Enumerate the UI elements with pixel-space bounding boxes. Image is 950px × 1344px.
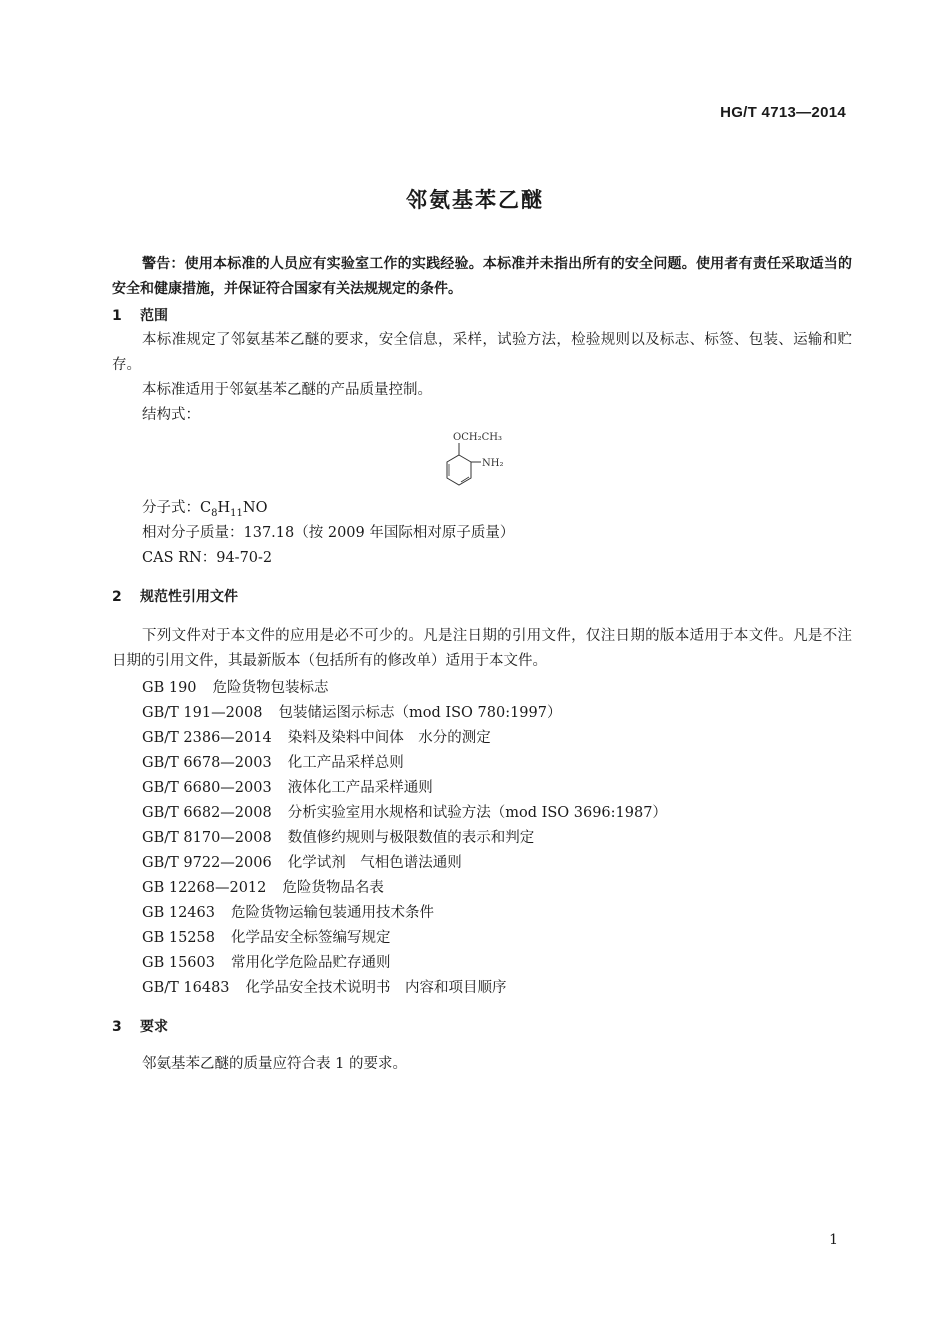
reference-code: GB/T 2386—2014 [142, 730, 272, 746]
formula-label: 分子式： [142, 500, 200, 516]
reference-item [142, 901, 434, 922]
reference-code: GB 12268—2012 [142, 880, 267, 896]
reference-title: 化学试剂 气相色谱法通则 [287, 855, 462, 871]
reference-item [142, 776, 433, 797]
reference-item [142, 926, 390, 947]
reference-title: 包装储运图示标志（mod ISO 780:1997） [278, 705, 562, 721]
reference-item [142, 726, 491, 747]
reference-title: 染料及染料中间体 水分的测定 [287, 730, 491, 746]
requirements-paragraph: 邻氨基苯乙醚的质量应符合表 1 的要求。 [142, 1056, 407, 1072]
section-number: 2 [112, 589, 122, 605]
reference-item [142, 801, 667, 822]
reference-title: 危险货物品名表 [282, 880, 384, 896]
section-title: 规范性引用文件 [140, 589, 238, 605]
reference-title: 数值修约规则与极限数值的表示和判定 [287, 830, 535, 846]
reference-code: GB/T 8170—2008 [142, 830, 272, 846]
reference-item [142, 976, 507, 997]
molecular-mass: 相对分子质量：137.18（按 2009 年国际相对原子质量） [142, 525, 515, 541]
reference-item [142, 851, 462, 872]
references-intro: 下列文件对于本文件的应用是必不可少的。凡是注日期的引用文件，仅注日期的版本适用于本文件。凡是不注日期的引用文件，其最新版本（包括所有的修改单）适用于本文件。 [112, 628, 852, 669]
scope-applicability: 本标准适用于邻氨基苯乙醚的产品质量控制。 [142, 382, 432, 398]
formula-h: H [217, 500, 231, 516]
reference-code: GB 15258 [142, 930, 215, 946]
reference-title: 液体化工产品采样通则 [287, 780, 433, 796]
reference-code: GB 12463 [142, 905, 215, 921]
section-title: 范围 [140, 308, 168, 324]
reference-code: GB/T 191—2008 [142, 705, 263, 721]
reference-title: 危险货物包装标志 [212, 680, 329, 696]
reference-title: 常用化学危险品贮存通则 [230, 955, 391, 971]
reference-item [142, 876, 384, 897]
warning-paragraph: 警告：使用本标准的人员应有实验室工作的实践经验。本标准并未指出所有的安全问题。使用者有责任采取适当的安全和健康措施，并保证符合国家有关法规规定的条件。 [112, 256, 852, 297]
reference-item [142, 951, 390, 972]
reference-title: 化学品安全标签编写规定 [230, 930, 391, 946]
structure-label: 结构式： [142, 407, 200, 423]
reference-item [142, 826, 534, 847]
reference-item [142, 701, 561, 722]
reference-code: GB/T 6682—2008 [142, 805, 272, 821]
reference-code: GB/T 6678—2003 [142, 755, 272, 771]
reference-code: GB 15603 [142, 955, 215, 971]
formula-h-sub: 11 [230, 507, 243, 519]
standard-code: HG/T 4713—2014 [720, 104, 846, 121]
section-1-heading [112, 305, 168, 325]
section-number: 3 [112, 1019, 122, 1035]
document-title: 邻氨基苯乙醚 [406, 188, 544, 212]
section-number: 1 [112, 308, 122, 324]
section-2-heading [112, 586, 238, 606]
reference-code: GB 190 [142, 680, 197, 696]
reference-item [142, 676, 329, 697]
formula-c: C [200, 500, 212, 516]
ethoxy-group-label: OCH₂CH₃ [453, 432, 502, 443]
page-number: 1 [829, 1232, 838, 1248]
reference-title: 化工产品采样总则 [287, 755, 404, 771]
reference-title: 化学品安全技术说明书 内容和项目顺序 [245, 980, 507, 996]
formula-rest: NO [242, 500, 268, 516]
formula-c-sub: 8 [211, 507, 218, 519]
reference-title: 危险货物运输包装通用技术条件 [230, 905, 434, 921]
reference-item [142, 751, 404, 772]
cas-number: CAS RN：94-70-2 [142, 550, 273, 566]
scope-paragraph: 本标准规定了邻氨基苯乙醚的要求，安全信息，采样，试验方法，检验规则以及标志、标签、包装、运输和贮存。 [112, 332, 852, 373]
amino-group-label: NH₂ [482, 458, 504, 469]
reference-code: GB/T 6680—2003 [142, 780, 272, 796]
section-title: 要求 [140, 1019, 168, 1035]
reference-code: GB/T 9722—2006 [142, 855, 272, 871]
reference-title: 分析实验室用水规格和试验方法（mod ISO 3696:1987） [287, 805, 667, 821]
section-3-heading [112, 1016, 168, 1036]
structural-formula [425, 428, 535, 498]
reference-code: GB/T 16483 [142, 980, 230, 996]
